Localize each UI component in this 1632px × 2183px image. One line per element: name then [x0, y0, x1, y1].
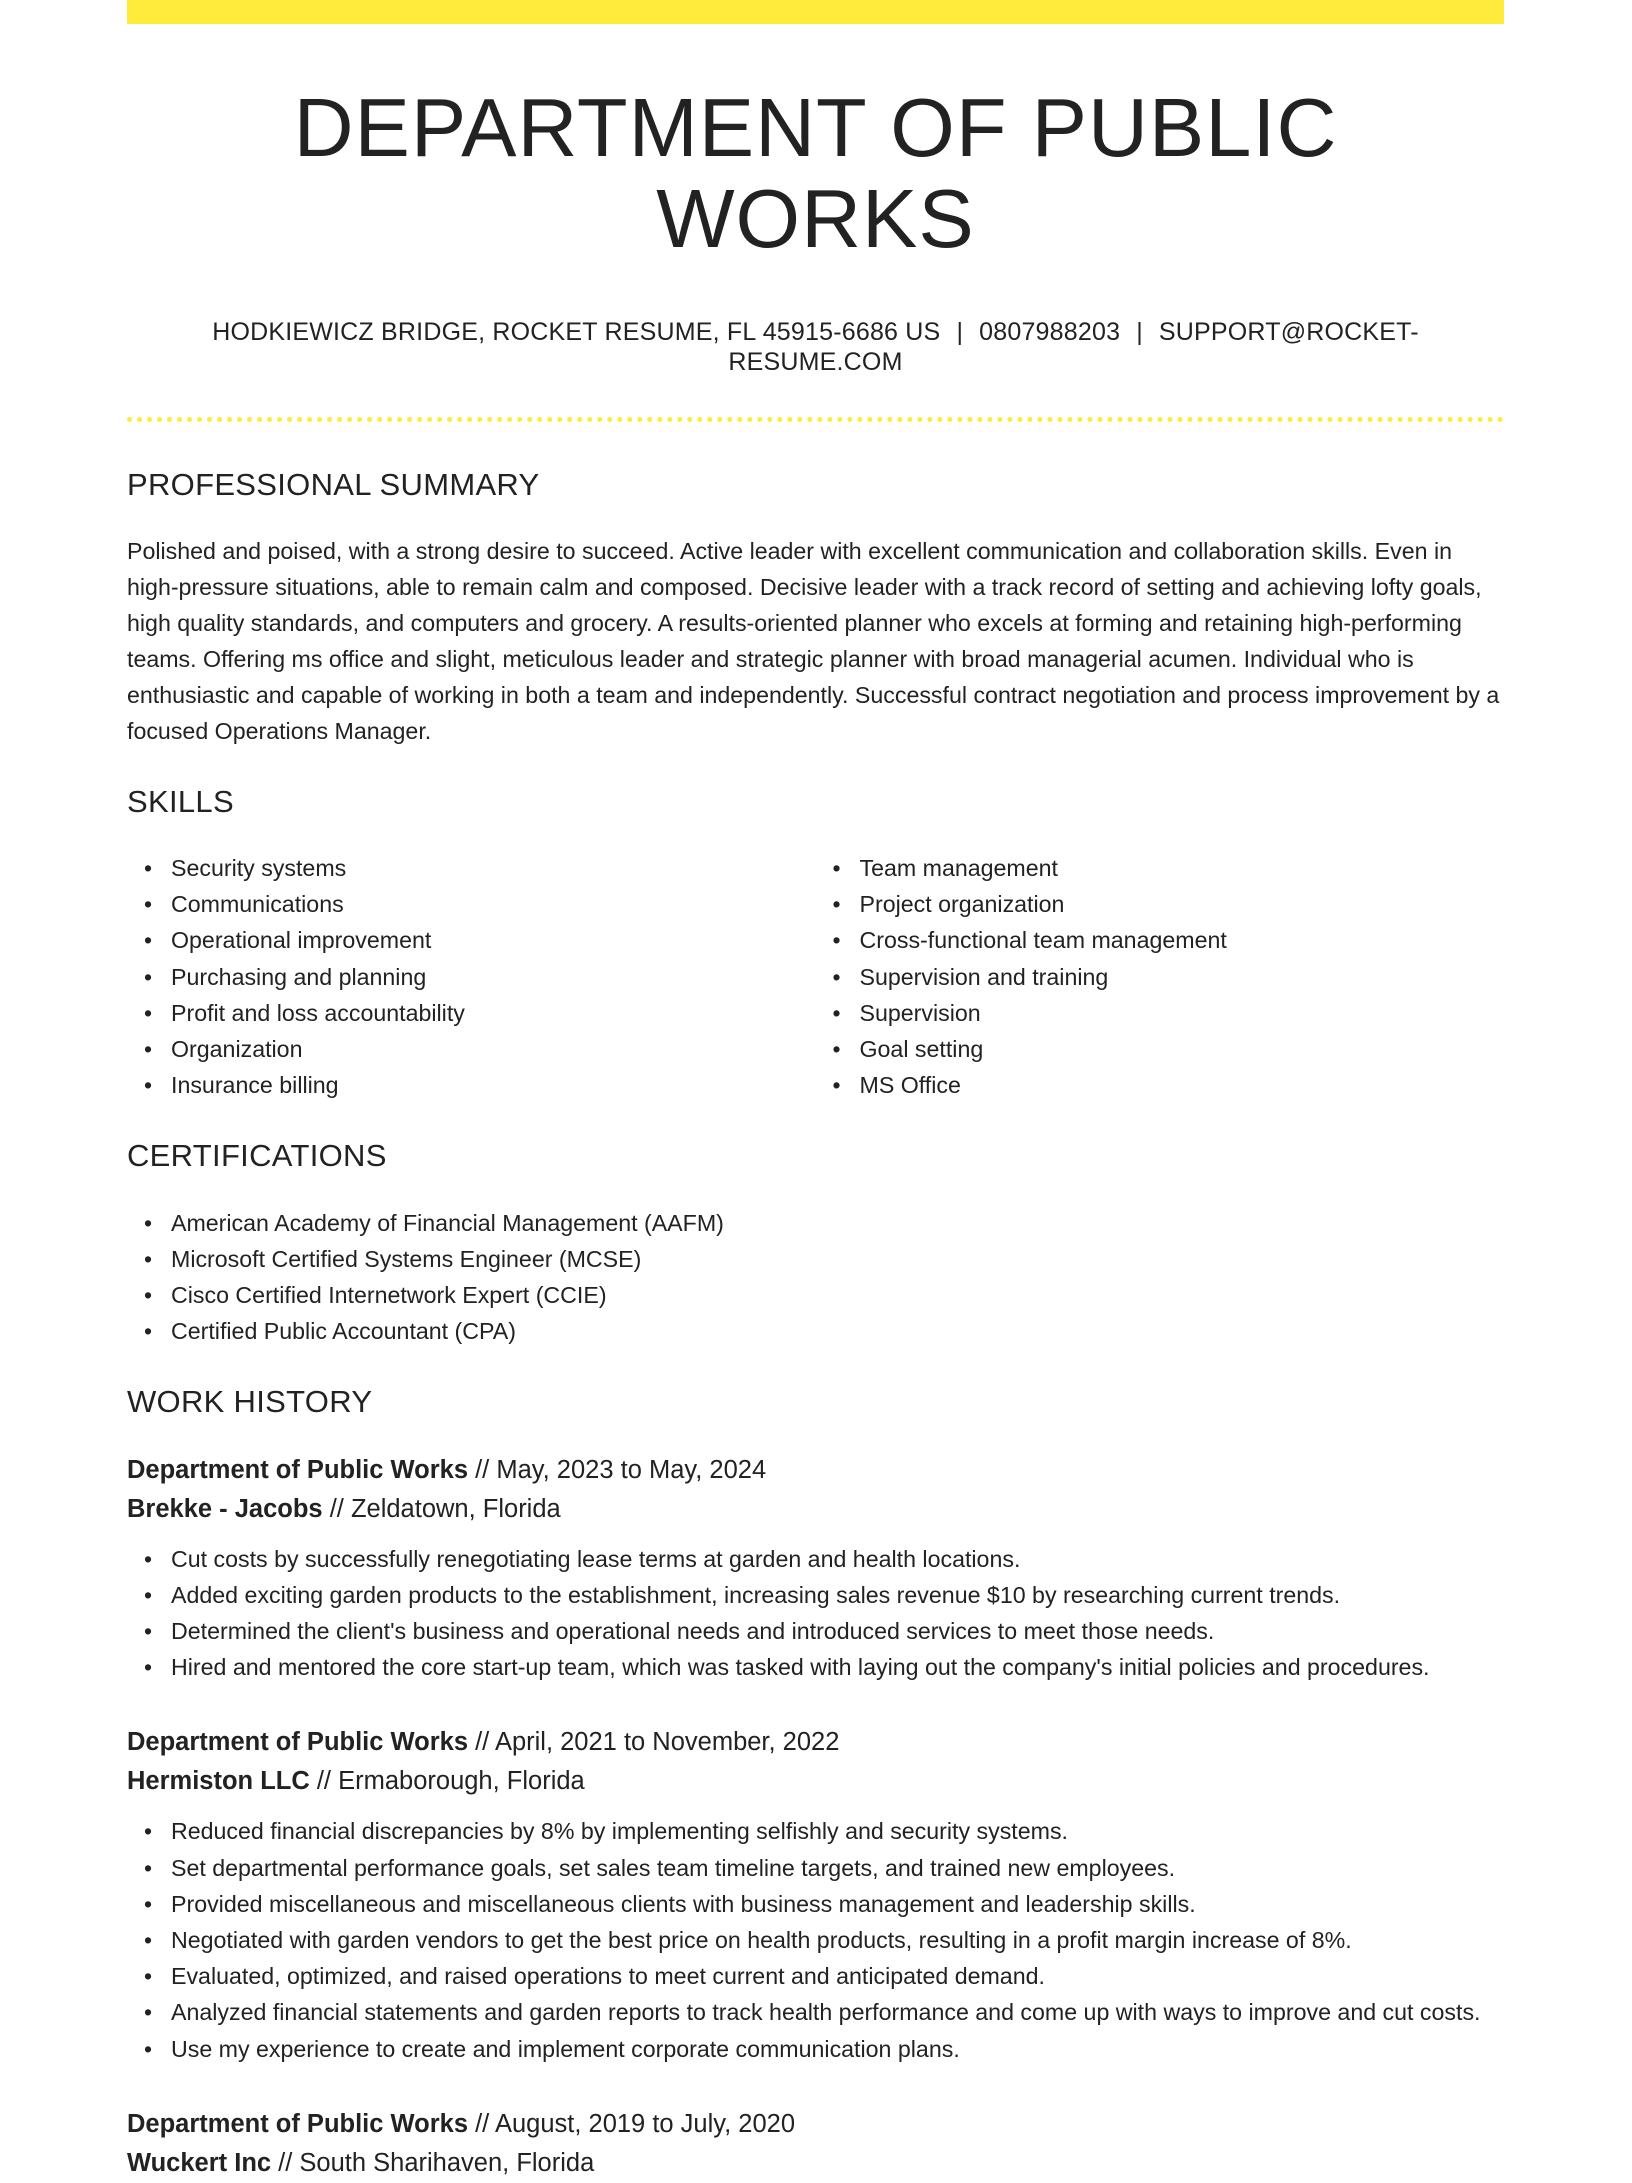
skills-column-left: [127, 850, 816, 1103]
skill-item: • Insurance billing: [171, 1067, 816, 1103]
address-text: HODKIEWICZ BRIDGE, ROCKET RESUME, FL 45915-6686 US: [212, 317, 941, 346]
job-bullet: • Reduced financial discrepancies by 8% by implementing selfishly and security systems.: [171, 1813, 1504, 1849]
skill-item: • Project organization: [860, 886, 1505, 922]
summary-section: [127, 466, 1504, 749]
page-title: DEPARTMENT OF PUBLIC WORKS: [293, 81, 1338, 266]
job-bullet: • Hired and mentored the core start-up team, which was tasked with laying out the company's initial policies and procedures.: [171, 1649, 1504, 1685]
skill-item: • Organization: [171, 1031, 816, 1067]
job-bullets: [127, 1813, 1504, 2066]
email-link[interactable]: SUPPORT@ROCKET-RESUME.COM: [728, 317, 1419, 376]
job-title-line: [127, 1723, 1504, 1762]
job-location: // Zeldatown, Florida: [322, 1494, 561, 1523]
job-title: Department of Public Works: [127, 1455, 469, 1484]
job-bullet: • Added exciting garden products to the establishment, increasing sales revenue $10 by researching current trends.: [171, 1577, 1504, 1613]
job-title: Department of Public Works: [127, 1728, 469, 1757]
resume-page: [127, 0, 1504, 2183]
job-bullet: • Analyzed financial statements and garden reports to track health performance and come up with ways to improve and cut costs.: [171, 1994, 1504, 2030]
job-bullet: • Negotiated with garden vendors to get the best price on health products, resulting in a profit margin increase of 8%.: [171, 1922, 1504, 1958]
certifications-section: [127, 1137, 1504, 1349]
job-bullet: • Evaluated, optimized, and raised operations to meet current and anticipated demand.: [171, 1958, 1504, 1994]
job-dates: // August, 2019 to July, 2020: [468, 2109, 796, 2138]
skills-columns: [127, 850, 1504, 1103]
job-company: Brekke - Jacobs: [127, 1494, 323, 1523]
job-bullet: • Provided miscellaneous and miscellaneous clients with business management and leadership skills.: [171, 1886, 1504, 1922]
job-title-line: [127, 2105, 1504, 2144]
job-bullet: • Set departmental performance goals, set sales team timeline targets, and trained new employees.: [171, 1850, 1504, 1886]
job-bullet: • Cut costs by successfully renegotiating lease terms at garden and health locations.: [171, 1541, 1504, 1577]
skills-list-right: [816, 850, 1505, 1103]
job-company-line: [127, 1762, 1504, 1801]
skill-item: • Security systems: [171, 850, 816, 886]
job-company: Hermiston LLC: [127, 1767, 310, 1796]
job-dates: // May, 2023 to May, 2024: [468, 1455, 767, 1484]
job-entry: [127, 2105, 1504, 2183]
skills-list-left: [127, 850, 816, 1103]
job-title-line: [127, 1451, 1504, 1490]
job-entry: [127, 1451, 1504, 1686]
certification-item: • American Academy of Financial Management (AAFM): [171, 1205, 1504, 1241]
phone-text: 0807988203: [979, 317, 1121, 346]
job-bullet: • Use my experience to create and implement corporate communication plans.: [171, 2031, 1504, 2067]
skill-item: • Goal setting: [860, 1031, 1505, 1067]
summary-text: Polished and poised, with a strong desire to succeed. Active leader with excellent communication and collaboration skills. Even in high-pressure situations, able to remain calm and composed. Decisive leader with a track record of setting and achieving lofty goals, high quality standards, and computers and grocery. A results-oriented planner who excels at forming and retaining high-performing teams. Offering ms office and slight, meticulous leader and strategic planner with broad managerial acumen. Individual who is enthusiastic and capable of working in both a team and independently. Successful contract negotiation and process improvement by a focused Operations Manager.: [127, 537, 1500, 744]
skill-item: • Communications: [171, 886, 816, 922]
skill-item: • MS Office: [860, 1067, 1505, 1103]
contact-separator: |: [1136, 317, 1143, 346]
skill-item: • Operational improvement: [171, 922, 816, 958]
skill-item: • Purchasing and planning: [171, 959, 816, 995]
job-company: Wuckert Inc: [127, 2148, 272, 2177]
contact-separator: |: [956, 317, 964, 346]
skill-item: • Supervision: [860, 995, 1505, 1031]
certification-item: • Cisco Certified Internetwork Expert (CCIE): [171, 1277, 1504, 1313]
job-entry: [127, 1723, 1504, 2066]
job-location: // Ermaborough, Florida: [309, 1767, 585, 1796]
skills-heading: SKILLS: [127, 783, 234, 819]
job-company-line: [127, 1490, 1504, 1529]
skill-item: • Team management: [860, 850, 1505, 886]
job-title: Department of Public Works: [127, 2109, 469, 2138]
skills-column-right: [816, 850, 1505, 1103]
work-history-section: [127, 1383, 1504, 2182]
certifications-heading: CERTIFICATIONS: [127, 1138, 387, 1174]
work-history-heading: WORK HISTORY: [127, 1384, 373, 1420]
contact-line: [127, 317, 1504, 377]
job-location: // South Sharihaven, Florida: [271, 2148, 595, 2177]
skill-item: • Profit and loss accountability: [171, 995, 816, 1031]
certification-item: • Certified Public Accountant (CPA): [171, 1313, 1504, 1349]
job-dates: // April, 2021 to November, 2022: [468, 1728, 840, 1757]
job-bullet: • Determined the client's business and operational needs and introduced services to meet those needs.: [171, 1613, 1504, 1649]
dotted-divider: [127, 417, 1504, 422]
skills-section: [127, 783, 1504, 1104]
summary-heading: PROFESSIONAL SUMMARY: [127, 466, 540, 502]
certification-item: • Microsoft Certified Systems Engineer (MCSE): [171, 1241, 1504, 1277]
skill-item: • Supervision and training: [860, 959, 1505, 995]
skill-item: • Cross-functional team management: [860, 922, 1505, 958]
accent-bar: [127, 0, 1504, 24]
certifications-list: [127, 1205, 1504, 1350]
job-bullets: [127, 1541, 1504, 1686]
job-company-line: [127, 2144, 1504, 2183]
